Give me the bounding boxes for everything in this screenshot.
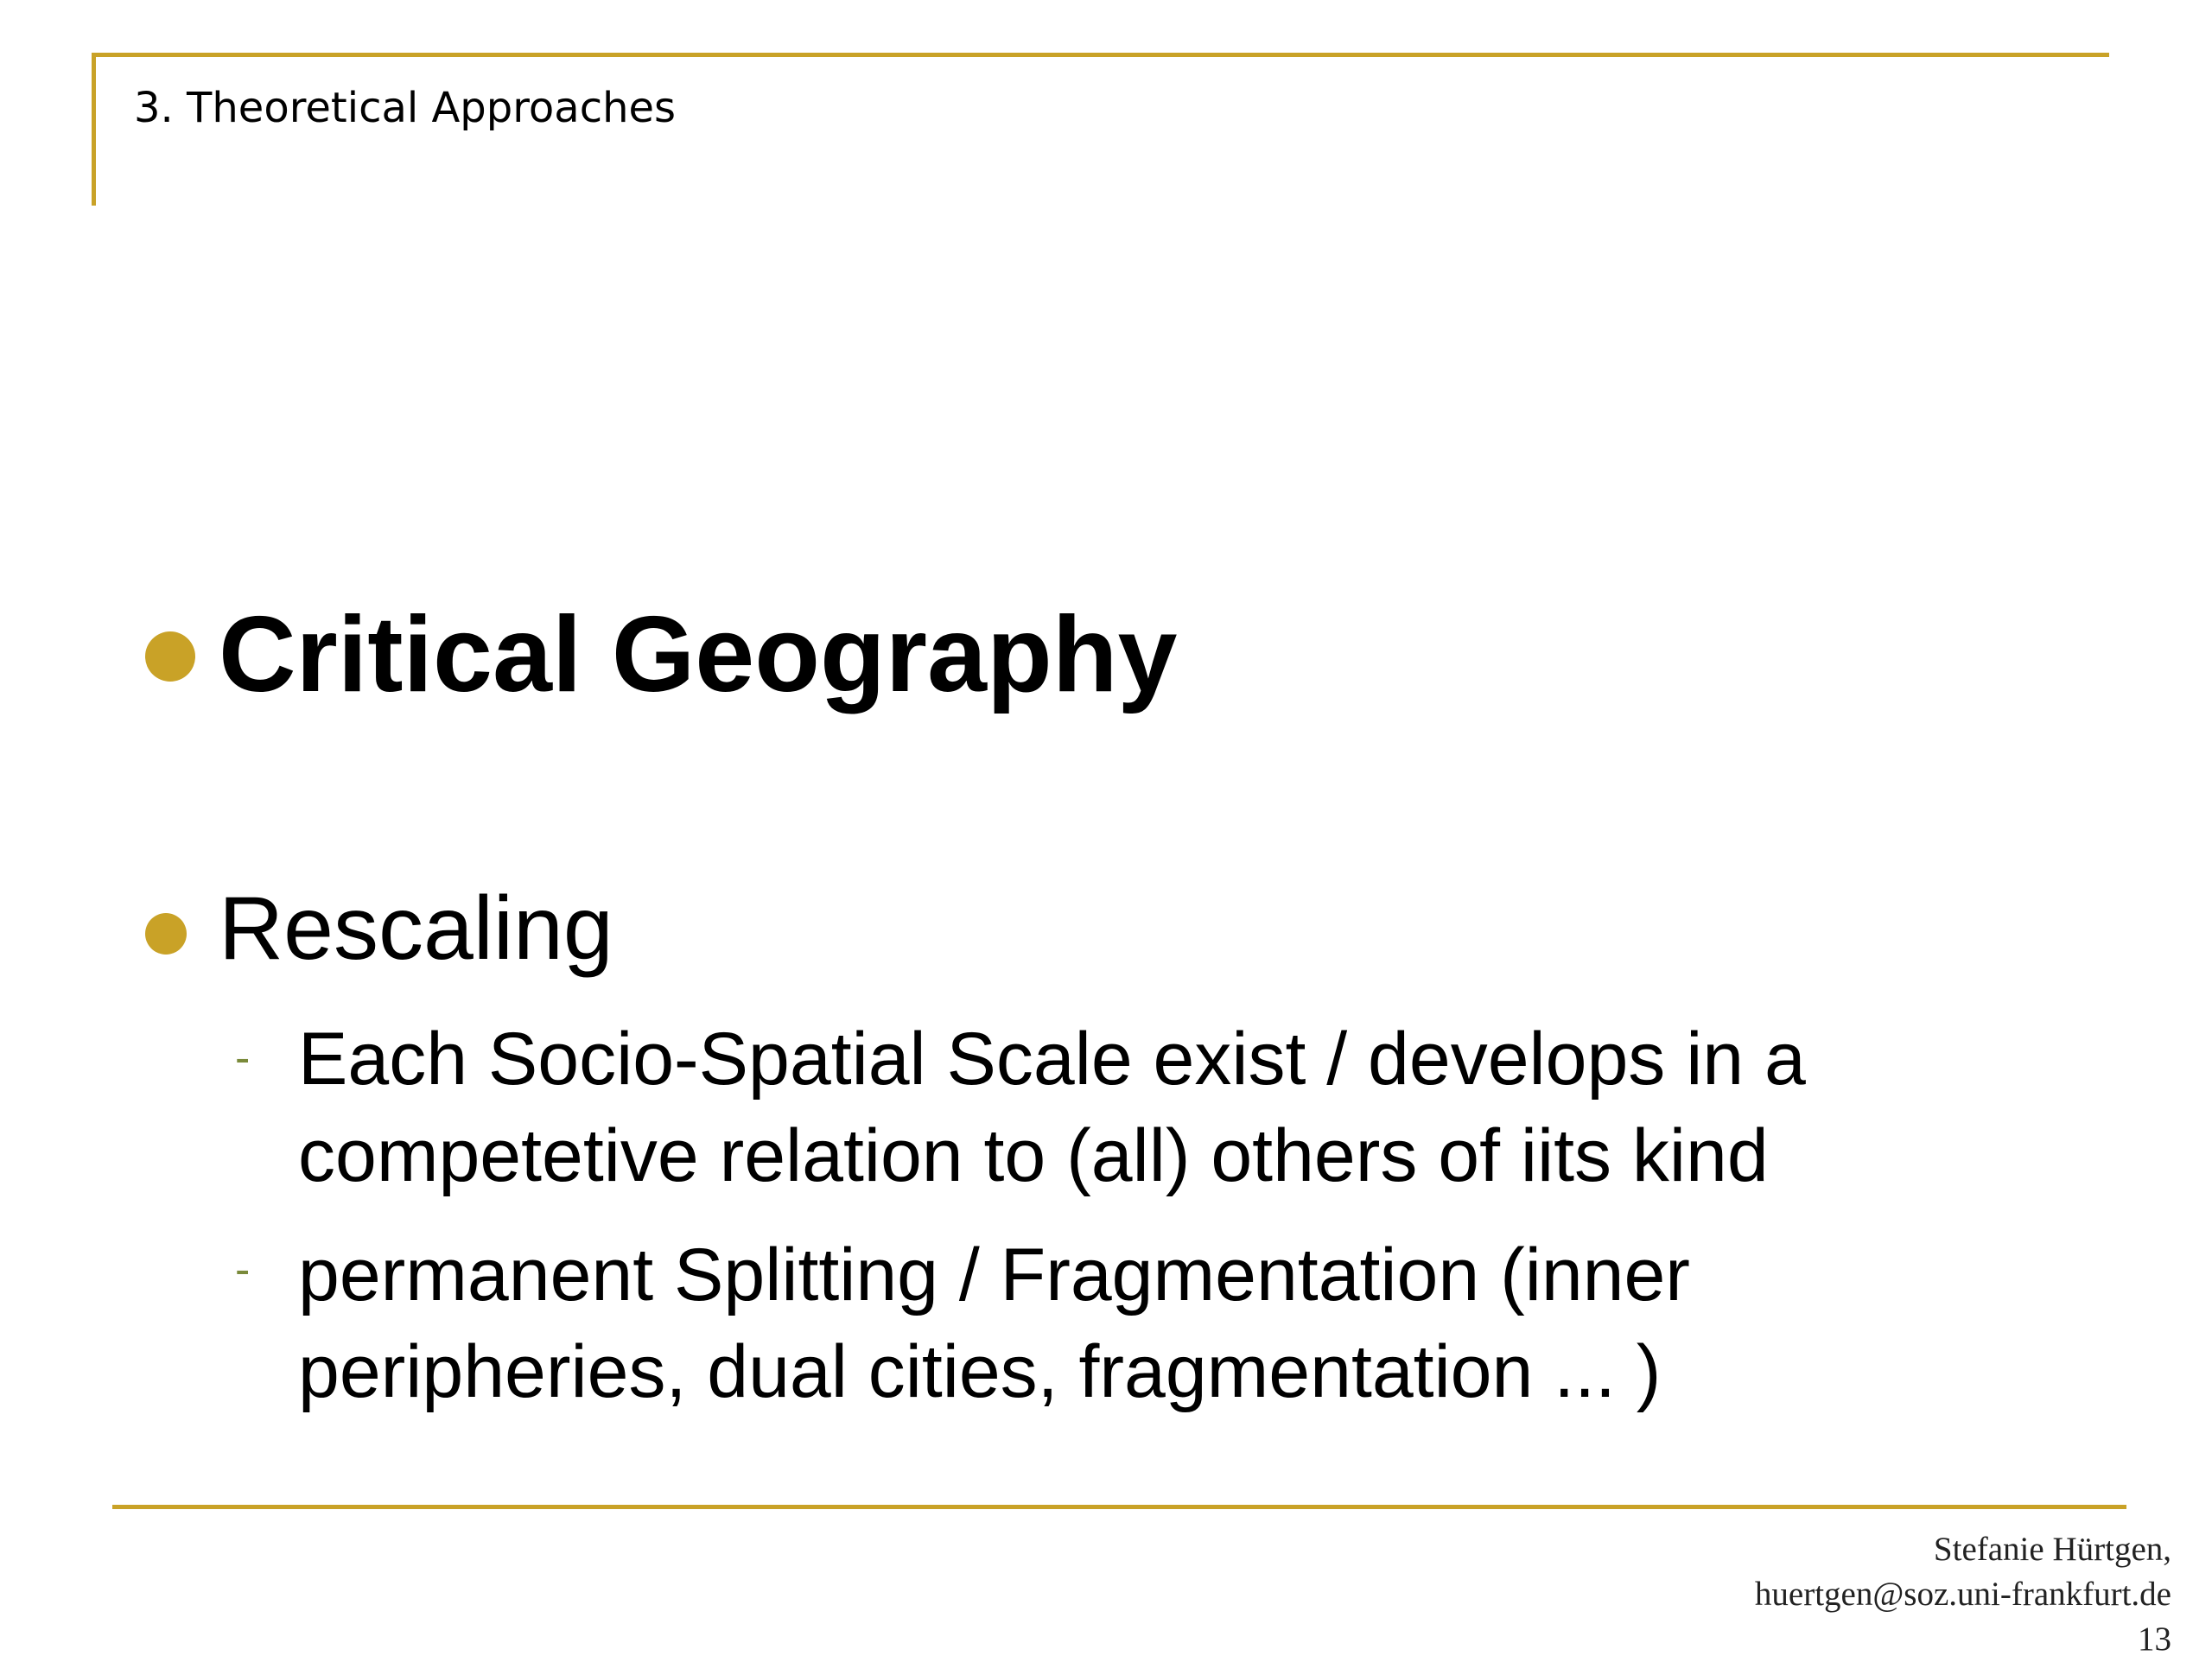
- sub-item: Each Socio-Spatial Scale exist / develops in a competetive relation to (all) others of iits kind: [298, 1018, 1806, 1197]
- heading-critical-geography: Critical Geography: [219, 595, 1178, 714]
- bullet-dot-icon: [145, 913, 187, 955]
- page-number: 13: [2138, 1621, 2171, 1658]
- dash-bullet-icon: -: [235, 1245, 251, 1295]
- dash-bullet-icon: -: [235, 1033, 251, 1083]
- sub-item: permanent Splitting / Fragmentation (inner peripheries, dual cities, fragmentation ... ): [298, 1234, 1690, 1413]
- bullet-dot-icon: [145, 631, 195, 682]
- section-header: 3. Theoretical Approaches: [134, 84, 677, 132]
- left-rule: [92, 53, 96, 206]
- footer-email: huertgen@soz.uni-frankfurt.de: [1754, 1576, 2171, 1613]
- footer: [1755, 1527, 2171, 1662]
- footer-author: Stefanie Hürtgen,: [1933, 1531, 2171, 1568]
- topic-rescaling: Rescaling: [219, 879, 613, 979]
- bottom-rule: [112, 1505, 2126, 1509]
- top-rule: [92, 53, 2109, 57]
